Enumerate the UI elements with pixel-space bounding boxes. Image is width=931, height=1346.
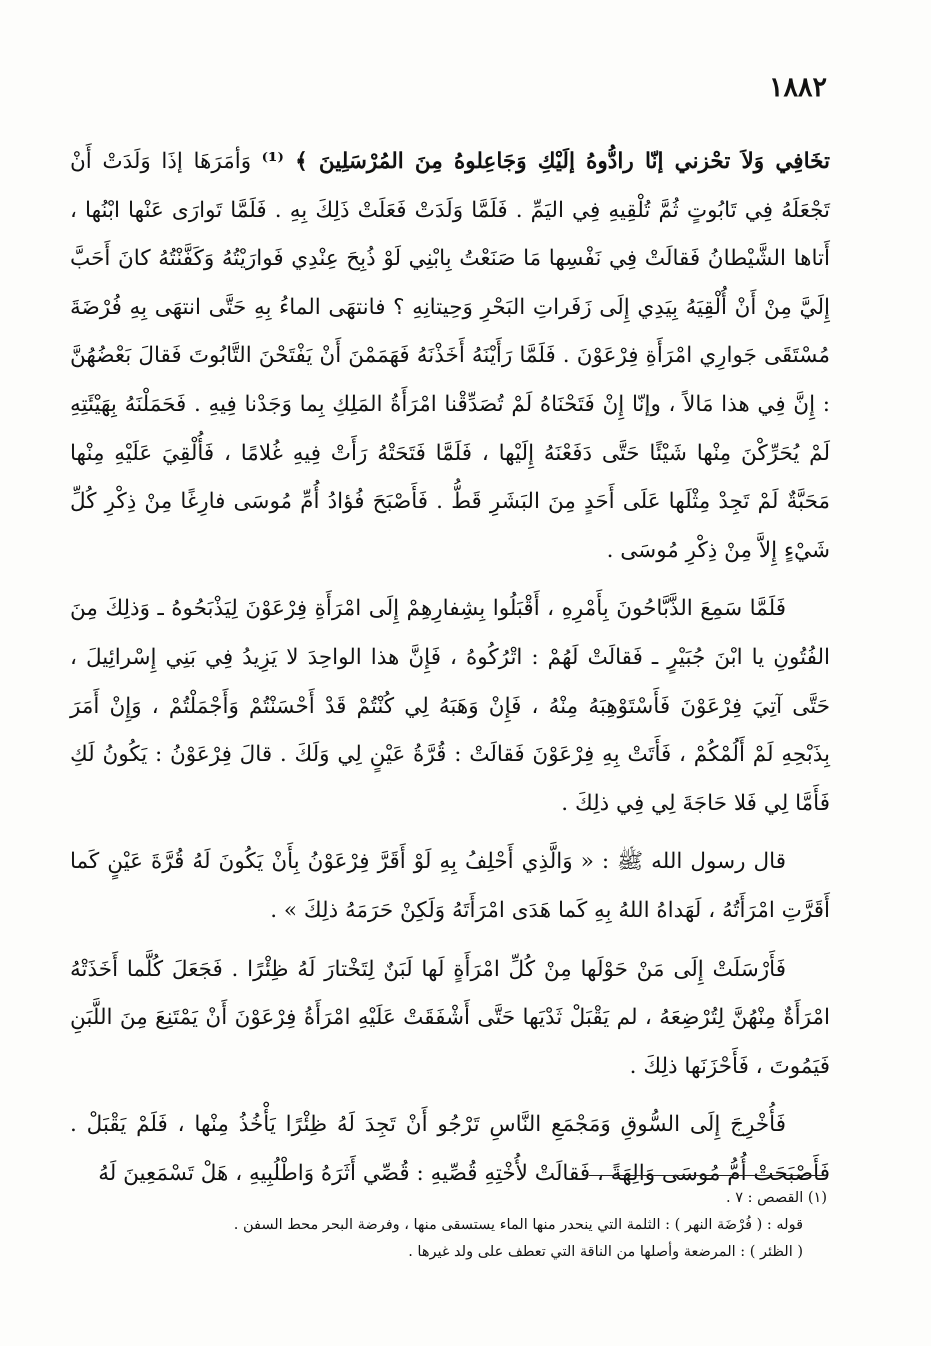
paragraph-5: فَأُخْرِجَ إِلَى السُّوقِ وَمَجْمَعِ النَّاسِ تَرْجُو أَنْ تَجِدَ لَهُ ظِئْرًا يَأْخُذُ مِنْها ، فَلَمْ يَقْبَلْ . فَأَصْبَحَتْ أُمُّ مُوسَى وَالِهَةً ، فَقالَتْ لأُخْتِهِ قُصِّيهِ : قُصِّي أَثَرَهُ وَاطْلُبِيهِ ، هَلْ تَسْمَعِينَ لَهُ	[70, 1112, 830, 1186]
footnotes	[127, 1185, 827, 1266]
paragraph-1-text: وَأمَرَهَا إذَا وَلَدَتْ أَنْ تَجْعَلَهُ فِي تَابُوتٍ ثُمَّ تُلْقِيهِ فِي اليَمِّ . فَلَمَّا وَلَدَتْ فَعَلَتْ ذَلِكَ بِهِ . فَلَمَّا تَوارَى عَنْها ابْنُها ، أَتاها الشَّيْطانُ فَقالَتْ فِي نَفْسِها مَا صَنَعْتُ بِابْنِي لَوْ ذُبِحَ عِنْدِي فَوارَيْتُهُ وَكَفَّنْتُهُ كانَ أَحَبَّ إِلَيَّ مِنْ أَنْ أُلْقِيَهُ بِيَدِي إِلَى زَفَراتِ البَحْرِ وَحِيتانِهِ ؟ فانتهَى الماءُ بِهِ حَتَّى انتهَى بِهِ فُرْضَةَ مُسْتَقَى جَوارِي امْرَأَةِ فِرْعَوْنَ . فَلَمَّا رَأَيْنَهُ أَخَذْنَهُ فَهَمَمْنَ أَنْ يَفْتَحْنَ التَّابُوتَ فَقالَ بَعْضُهُنَّ : إِنَّ فِي هذا مَالاً ، وإنّا إِنْ فَتَحْنَاهُ لَمْ تُصَدِّقْنا امْرَأَةُ المَلِكِ بِما وَجَدْنا فِيهِ . فَحَمَلْنَهُ بِهَيْئَتِهِ لَمْ يُحَرِّكْنَ مِنْها شَيْئًا حَتَّى دَفَعْنَهُ إِلَيْها ، فَلَمَّا فَتَحَتْهُ رَأَتْ فِيهِ غُلامًا ، فَأُلْقِيَ عَلَيْهِ مِنْها مَحَبَّةٌ لَمْ تَجِدْ مِثْلَها عَلَى أَحَدٍ مِنَ البَشَرِ قَطُّ . فَأَصْبَحَ فُؤادُ أُمِّ مُوسَى فارِغًا مِنْ ذِكْرِ كُلِّ شَيْءٍ إِلاَّ مِنْ ذِكْرِ مُوسَى .	[70, 149, 830, 563]
quran-verse: تخَافِي وَلاَ تحْزني إنّا رادُّوهُ إلَيْكِ وَجَاعِلوهُ مِنَ المُرْسَلِينَ ﴾ ⁽¹⁾	[261, 149, 830, 174]
paragraph-1	[70, 138, 830, 575]
paragraph-4: فَأَرْسَلَتْ إِلَى مَنْ حَوْلَها مِنْ كُلِّ امْرَأَةٍ لَها لَبَنٌ لِتَخْتارَ لَهُ ظِئْرًا . فَجَعَلَ كُلَّما أَخَذَتْهُ امْرَأَةٌ مِنْهُنَّ لِتُرْضِعَهُ ، لم يَقْبَلْ ثَدْيَها حَتَّى أَشْفَقَتْ عَلَيْهِ امْرَأَةُ فِرْعَوْنَ أَنْ يَمْتَنِعَ مِنَ اللَّبَنِ فَيَمُوتَ ، فَأَحْزَنَها ذلِكَ .	[70, 956, 830, 1079]
footnote-divider	[589, 1175, 827, 1176]
footnote-gloss-furdah: قوله : ( فُرْضَة النهر ) : الثلمة التي ينحدر منها الماء يستسقى منها ، وفرضة البحر محط السفن .	[233, 1217, 803, 1233]
main-text	[70, 138, 830, 1198]
footnote-reference: (١) القصص : ٧ .	[726, 1190, 827, 1206]
footnote-gloss-zier: ( الظئر ) : المرضعة وأصلها من الناقة التي تعطف على ولد غيرها .	[408, 1244, 803, 1260]
paragraph-3: قال رسول الله ﷺ : « وَالَّذِي أَحْلِفُ بِهِ لَوْ أَقَرَّ فِرْعَوْنُ بِأَنْ يَكُونَ لَهُ قُرَّةَ عَيْنٍ كَما أَقَرَّتِ امْرَأَتُهُ ، لَهَداهُ اللهُ بِهِ كَما هَدَى امْرَأَتَهُ وَلَكِنْ حَرَمَهُ ذلِكَ » .	[70, 849, 830, 923]
page-number: ١٨٨٢	[768, 72, 827, 103]
paragraph-2: فَلَمَّا سَمِعَ الذَّبَّاحُونَ بِأَمْرِهِ ، أَقْبَلُوا بِشِفارِهِمْ إِلَى امْرَأَةِ فِرْعَوْنَ لِيَذْبَحُوهُ ـ وَذلِكَ مِنَ الفُتُونِ يا ابْنَ جُبَيْرٍ ـ فَقالَتْ لَهُمْ : اتْرُكُوهُ ، فَإِنَّ هذا الواحِدَ لا يَزِيدُ فِي بَنِي إِسْرائِيلَ ، حَتَّى آتِيَ فِرْعَوْنَ فَأَسْتَوْهِبَهُ مِنْهُ ، فَإِنْ وَهَبَهُ لِي كُنْتُمْ قَدْ أَحْسَنْتُمْ وَأَجْمَلْتُمْ ، وَإِنْ أَمَرَ بِذَبْحِهِ لَمْ أَلُمْكُمْ ، فَأَتَتْ بِهِ فِرْعَوْنَ فَقالَتْ : قُرَّةُ عَيْنٍ لِي وَلَكَ . قالَ فِرْعَوْنُ : يَكُونُ لَكِ فَأَمَّا لِي فَلا حَاجَةَ لِي فِي ذلِكَ .	[70, 596, 830, 816]
